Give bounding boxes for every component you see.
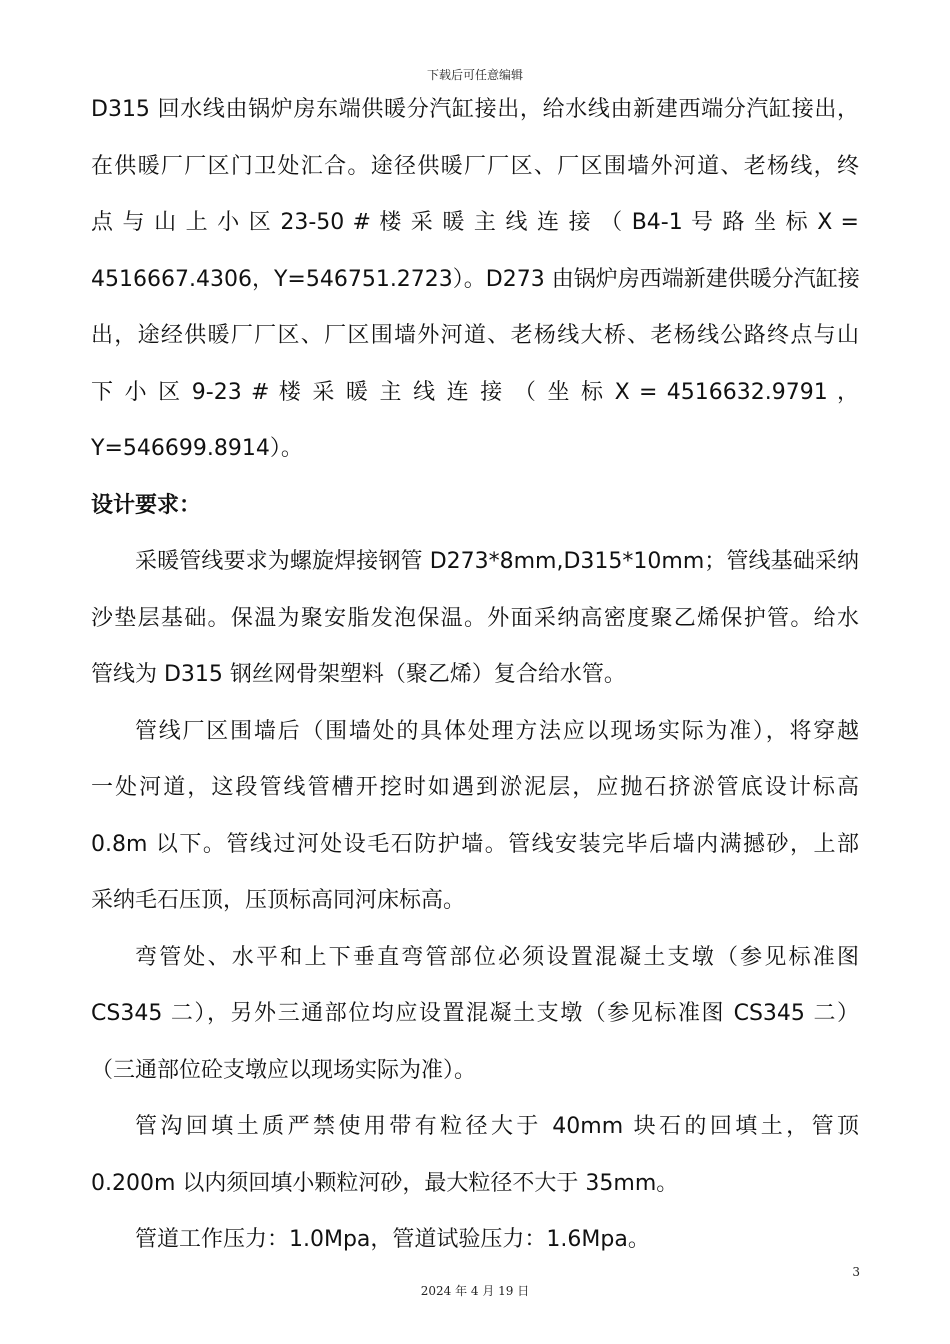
text-line: 沙垫层基础。保温为聚安脂发泡保温。外面采纳高密度聚乙烯保护管。给水 — [91, 605, 859, 631]
text-line: D315 回水线由锅炉房东端供暖分汽缸接出，给水线由新建西端分汽缸接出， — [91, 97, 859, 122]
text-line: 一处河道，这段管线管槽开挖时如遇到淤泥层，应抛石挤淤管底设计标高 — [91, 775, 859, 800]
text-line: 管线厂区围墙后（围墙处的具体处理方法应以现场实际为准），将穿越 — [135, 718, 859, 744]
text-line: （三通部位砼支墩应以现场实际为准）。 — [91, 1057, 477, 1083]
text-line: 采暖管线要求为螺旋焊接钢管 D273*8mm,D315*10mm；管线基础采纳 — [135, 549, 859, 574]
text-line: 采纳毛石压顶，压顶标高同河床标高。 — [91, 888, 466, 913]
text-line: 4516667.4306，Y=546751.2723）。D273 由锅炉房西端新建供暖分汽缸接 — [91, 266, 860, 292]
page-footer-date: 2024 年 4 月 19 日 — [420, 1284, 530, 1298]
section-heading: 设计要求： — [91, 492, 202, 518]
text-line: 管沟回填土质严禁使用带有粒径大于 40mm 块石的回填土，管顶 — [135, 1114, 859, 1139]
document-body — [91, 90, 859, 1277]
text-line: 管道工作压力：1.0Mpa，管道试验压力：1.6Mpa。 — [135, 1227, 650, 1252]
text-line: 弯管处、水平和上下垂直弯管部位必须设置混凝土支墩（参见标准图 — [135, 944, 859, 970]
text-line: 0.200m 以内须回填小颗粒河砂，最大粒径不大于 35mm。 — [91, 1170, 679, 1196]
text-line: 0.8m 以下。管线过河处设毛石防护墙。管线安装完毕后墙内满撼砂，上部 — [91, 831, 859, 857]
text-line: 下 小 区 9-23 # 楼 采 暖 主 线 连 接 （ 坐 标 X = 4516632.9791 ， — [91, 379, 859, 405]
text-line: Y=546699.8914）。 — [91, 436, 303, 461]
text-line: CS345 二），另外三通部位均应设置混凝土支墩（参见标准图 CS345 二） — [91, 1001, 859, 1026]
text-line: 出，途经供暖厂厂区、厂区围墙外河道、老杨线大桥、老杨线公路终点与山 — [91, 323, 859, 348]
page-header: 下载后可任意编辑 — [426, 68, 523, 82]
text-line: 点 与 山 上 小 区 23-50 # 楼 采 暖 主 线 连 接 （ B4-1 号 路 坐 标 X = — [91, 210, 859, 235]
text-line: 在供暖厂厂区门卫处汇合。途径供暖厂厂区、厂区围墙外河道、老杨线，终 — [91, 153, 859, 179]
text-line: 管线为 D315 钢丝网骨架塑料（聚乙烯）复合给水管。 — [91, 662, 626, 687]
page-number: 3 — [852, 1265, 860, 1279]
